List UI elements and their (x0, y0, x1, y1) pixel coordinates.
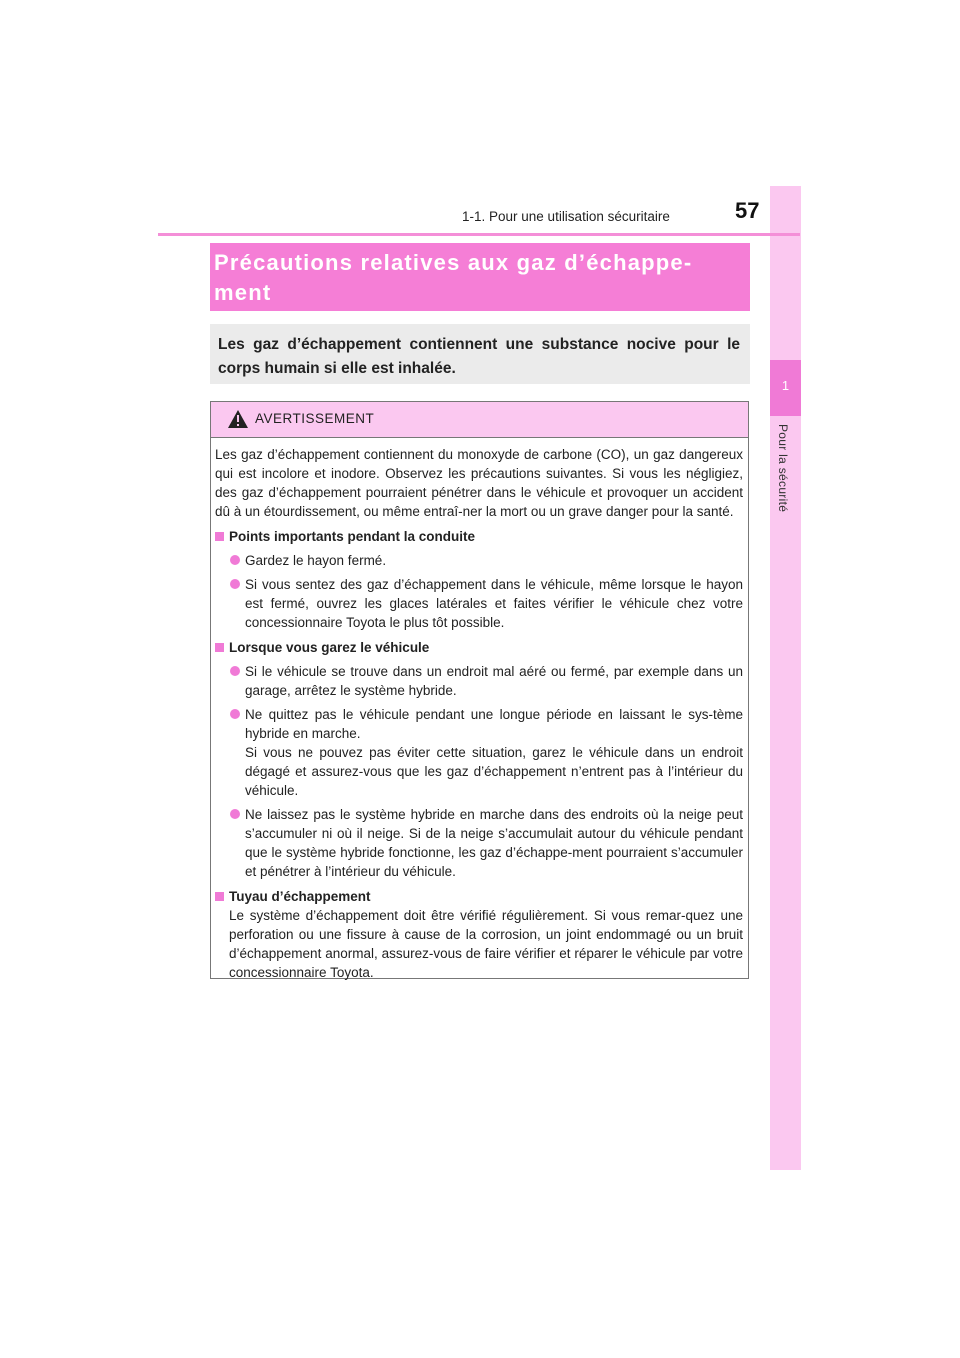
chapter-label: Pour la sécurité (776, 424, 790, 513)
warning-triangle-icon (227, 409, 249, 434)
square-bullet-icon (215, 643, 224, 652)
round-bullet-icon (230, 666, 240, 676)
warning-section (215, 887, 743, 982)
list-item-text: Ne quittez pas le véhicule pendant une longue période en laissant le sys-tème hybride en marche. (245, 707, 743, 741)
list-item-text: Gardez le hayon fermé. (245, 553, 387, 568)
section-body: Le système d’échappement doit être vérifié régulièrement. Si vous remar-quez une perforation ou une fissure à cause de la corrosion, un joint endommagé ou un bruit d’échappement anormal, assurez-vous de faire vérifier et réparer le véhicule par votre concessionnaire Toyota. (229, 908, 743, 980)
section-heading-text: Lorsque vous garez le véhicule (229, 640, 430, 655)
list-item (215, 705, 743, 800)
list-item (215, 805, 743, 881)
list-item (215, 662, 743, 700)
round-bullet-icon (230, 555, 240, 565)
section-heading (215, 527, 743, 546)
list-item-text: Ne laissez pas le système hybride en marche dans des endroits où la neige peut s’accumuler ni où il neige. Si de la neige s’accumulait autour du véhicule pendant que le système hybride fonctionne, les gaz d’échappe-ment pourraient s’accumuler et pénétrer à l’intérieur du véhicule. (245, 807, 743, 879)
round-bullet-icon (230, 809, 240, 819)
list-item (215, 575, 743, 632)
intro-text: Les gaz d’échappement contiennent une substance nocive pour le corps humain si elle est inhalée. (218, 336, 740, 377)
square-bullet-icon (215, 892, 224, 901)
square-bullet-icon (215, 532, 224, 541)
list-item-text: Si vous sentez des gaz d’échappement dans le véhicule, même lorsque le hayon est fermé, ouvrez les glaces latérales et faites vérifier le véhicule chez votre concessionnaire Toyota le plus tôt possible. (245, 577, 743, 630)
round-bullet-icon (230, 579, 240, 589)
list-item (215, 551, 743, 570)
warning-body (215, 445, 743, 982)
chapter-number: 1 (781, 378, 790, 393)
chapter-side-tab (770, 186, 801, 1170)
page-number: 57 (735, 198, 760, 223)
header-rule (158, 233, 800, 236)
warning-section (215, 527, 743, 632)
list-item-text: Si vous ne pouvez pas éviter cette situation, garez le véhicule dans un endroit dégagé et assurez-vous que les gaz d’échappement n’entrent pas à l’intérieur du véhicule. (245, 745, 743, 798)
list-item-text: Si le véhicule se trouve dans un endroit mal aéré ou fermé, par exemple dans un garage, arrêtez le système hybride. (245, 664, 743, 698)
warning-section (215, 638, 743, 881)
warning-intro: Les gaz d’échappement contiennent du monoxyde de carbone (CO), un gaz dangereux qui est incolore et inodore. Observez les précautions suivantes. Si vous les négligiez, des gaz d’échappement pourraient pénétrer dans le véhicule et provoquer un accident dû à un étourdissement, ou même entraî-ner la mort ou un grave danger pour la santé. (215, 447, 743, 519)
section-heading-text: Points importants pendant la conduite (229, 529, 476, 544)
section-heading-text: Tuyau d’échappement (229, 889, 371, 904)
round-bullet-icon (230, 709, 240, 719)
warning-header (211, 402, 748, 438)
section-heading (215, 887, 743, 906)
warning-title: AVERTISSEMENT (255, 411, 375, 426)
page-title: Précautions relatives aux gaz d’échappe-ment (214, 250, 693, 305)
section-header: 1-1. Pour une utilisation sécuritaire (462, 209, 670, 224)
section-heading (215, 638, 743, 657)
warning-box (210, 401, 749, 979)
